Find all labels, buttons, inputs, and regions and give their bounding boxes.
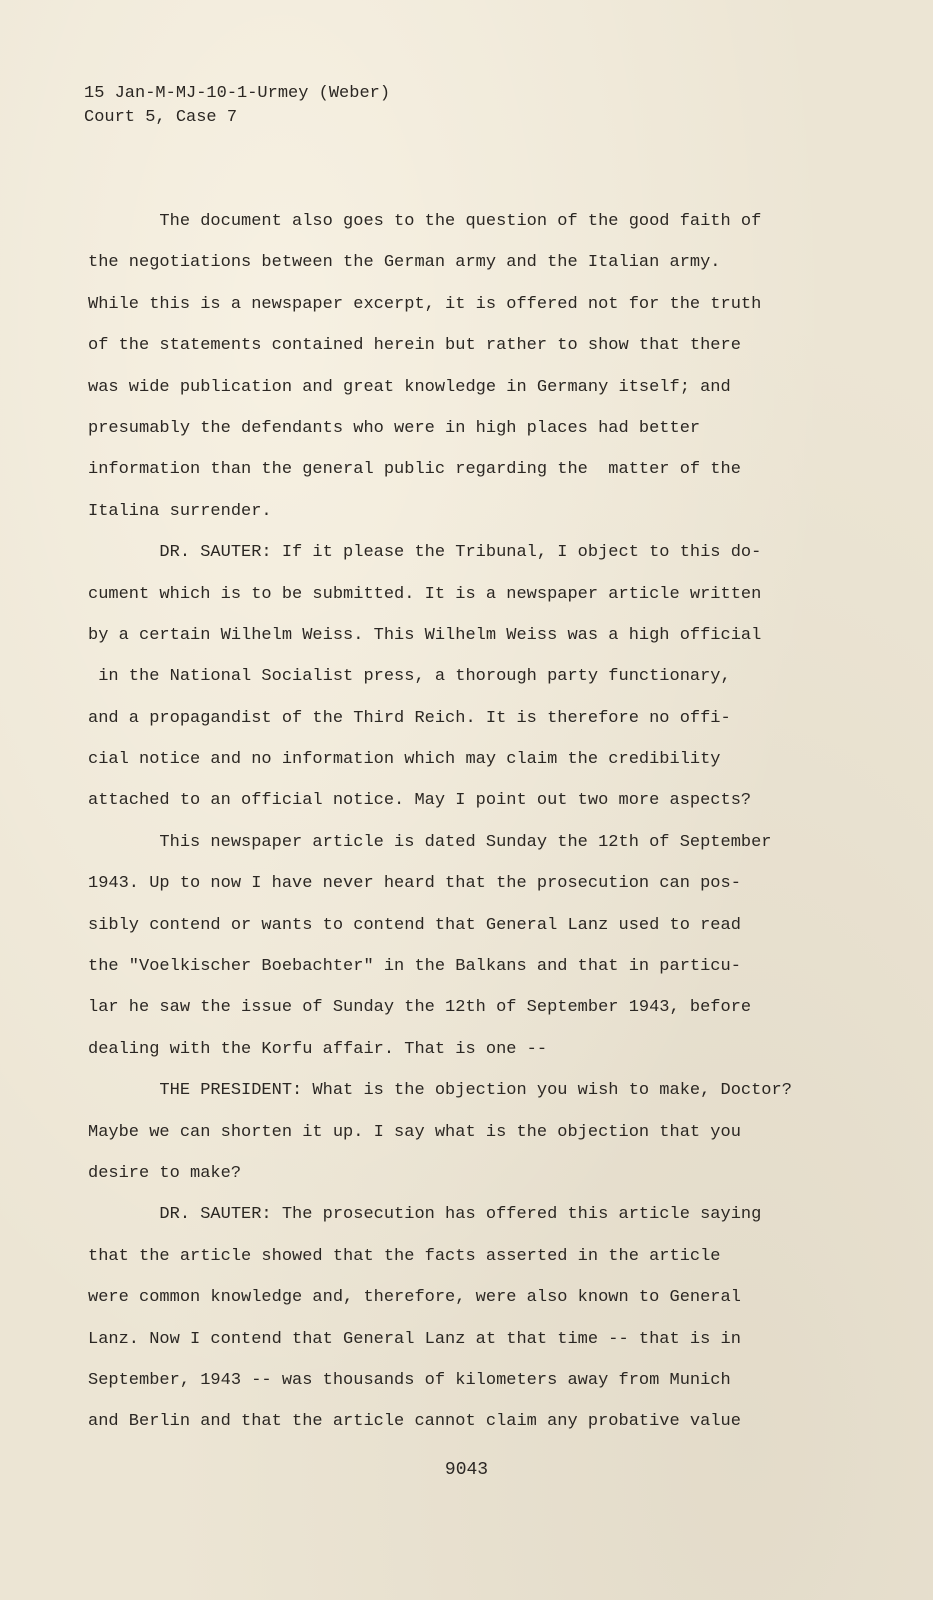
header-court-case-line: Court 5, Case 7 bbox=[84, 108, 238, 127]
transcript-line: and Berlin and that the article cannot claim any probative value bbox=[88, 1412, 741, 1432]
transcript-line: dealing with the Korfu affair. That is one -- bbox=[88, 1039, 548, 1059]
transcript-line: was wide publication and great knowledge in Germany itself; and bbox=[88, 377, 731, 397]
transcript-line: September, 1943 -- was thousands of kilometers away from Munich bbox=[88, 1370, 731, 1390]
page-number: 9043 bbox=[444, 1460, 489, 1480]
transcript-line: cial notice and no information which may claim the credibility bbox=[88, 750, 721, 770]
transcript-line: in the National Socialist press, a thorough party functionary, bbox=[88, 667, 731, 687]
transcript-line: the "Voelkischer Boebachter" in the Balkans and that in particu- bbox=[88, 957, 741, 977]
transcript-line: Italina surrender. bbox=[88, 501, 272, 521]
transcript-line: sibly contend or wants to contend that General Lanz used to read bbox=[88, 915, 741, 935]
document-header bbox=[84, 82, 390, 130]
transcript-line: desire to make? bbox=[88, 1163, 242, 1183]
transcript-line: the negotiations between the German army and the Italian army. bbox=[88, 253, 721, 273]
header-reference-line: 15 Jan-M-MJ-10-1-Urmey (Weber) bbox=[84, 84, 391, 103]
transcript-line: information than the general public regarding the matter of the bbox=[88, 460, 741, 480]
transcript-line: THE PRESIDENT: What is the objection you wish to make, Doctor? bbox=[88, 1081, 792, 1101]
transcript-line: were common knowledge and, therefore, were also known to General bbox=[88, 1288, 741, 1308]
transcript-line: by a certain Wilhelm Weiss. This Wilhelm Weiss was a high official bbox=[88, 625, 762, 645]
transcript-line: This newspaper article is dated Sunday the 12th of September bbox=[88, 832, 772, 852]
transcript-line: The document also goes to the question of the good faith of bbox=[88, 212, 762, 231]
transcript-line: of the statements contained herein but rather to show that there bbox=[88, 336, 741, 356]
transcript-line: 1943. Up to now I have never heard that the prosecution can pos- bbox=[88, 874, 741, 894]
transcript-line: DR. SAUTER: If it please the Tribunal, I object to this do- bbox=[88, 543, 762, 563]
transcript-line: lar he saw the issue of Sunday the 12th of September 1943, before bbox=[88, 998, 752, 1018]
transcript-line: While this is a newspaper excerpt, it is offered not for the truth bbox=[88, 294, 762, 314]
transcript-line: cument which is to be submitted. It is a newspaper article written bbox=[88, 584, 762, 604]
transcript-line: Lanz. Now I contend that General Lanz at that time -- that is in bbox=[88, 1329, 741, 1349]
transcript-line: Maybe we can shorten it up. I say what is the objection that you bbox=[88, 1122, 741, 1142]
transcript-line: DR. SAUTER: The prosecution has offered this article saying bbox=[88, 1205, 762, 1225]
transcript-line: attached to an official notice. May I point out two more aspects? bbox=[88, 791, 752, 811]
transcript-line: and a propagandist of the Third Reich. It is therefore no offi- bbox=[88, 708, 731, 728]
transcript-line: presumably the defendants who were in high places had better bbox=[88, 418, 701, 438]
transcript-line: that the article showed that the facts asserted in the article bbox=[88, 1246, 721, 1266]
transcript-body bbox=[88, 201, 888, 1443]
